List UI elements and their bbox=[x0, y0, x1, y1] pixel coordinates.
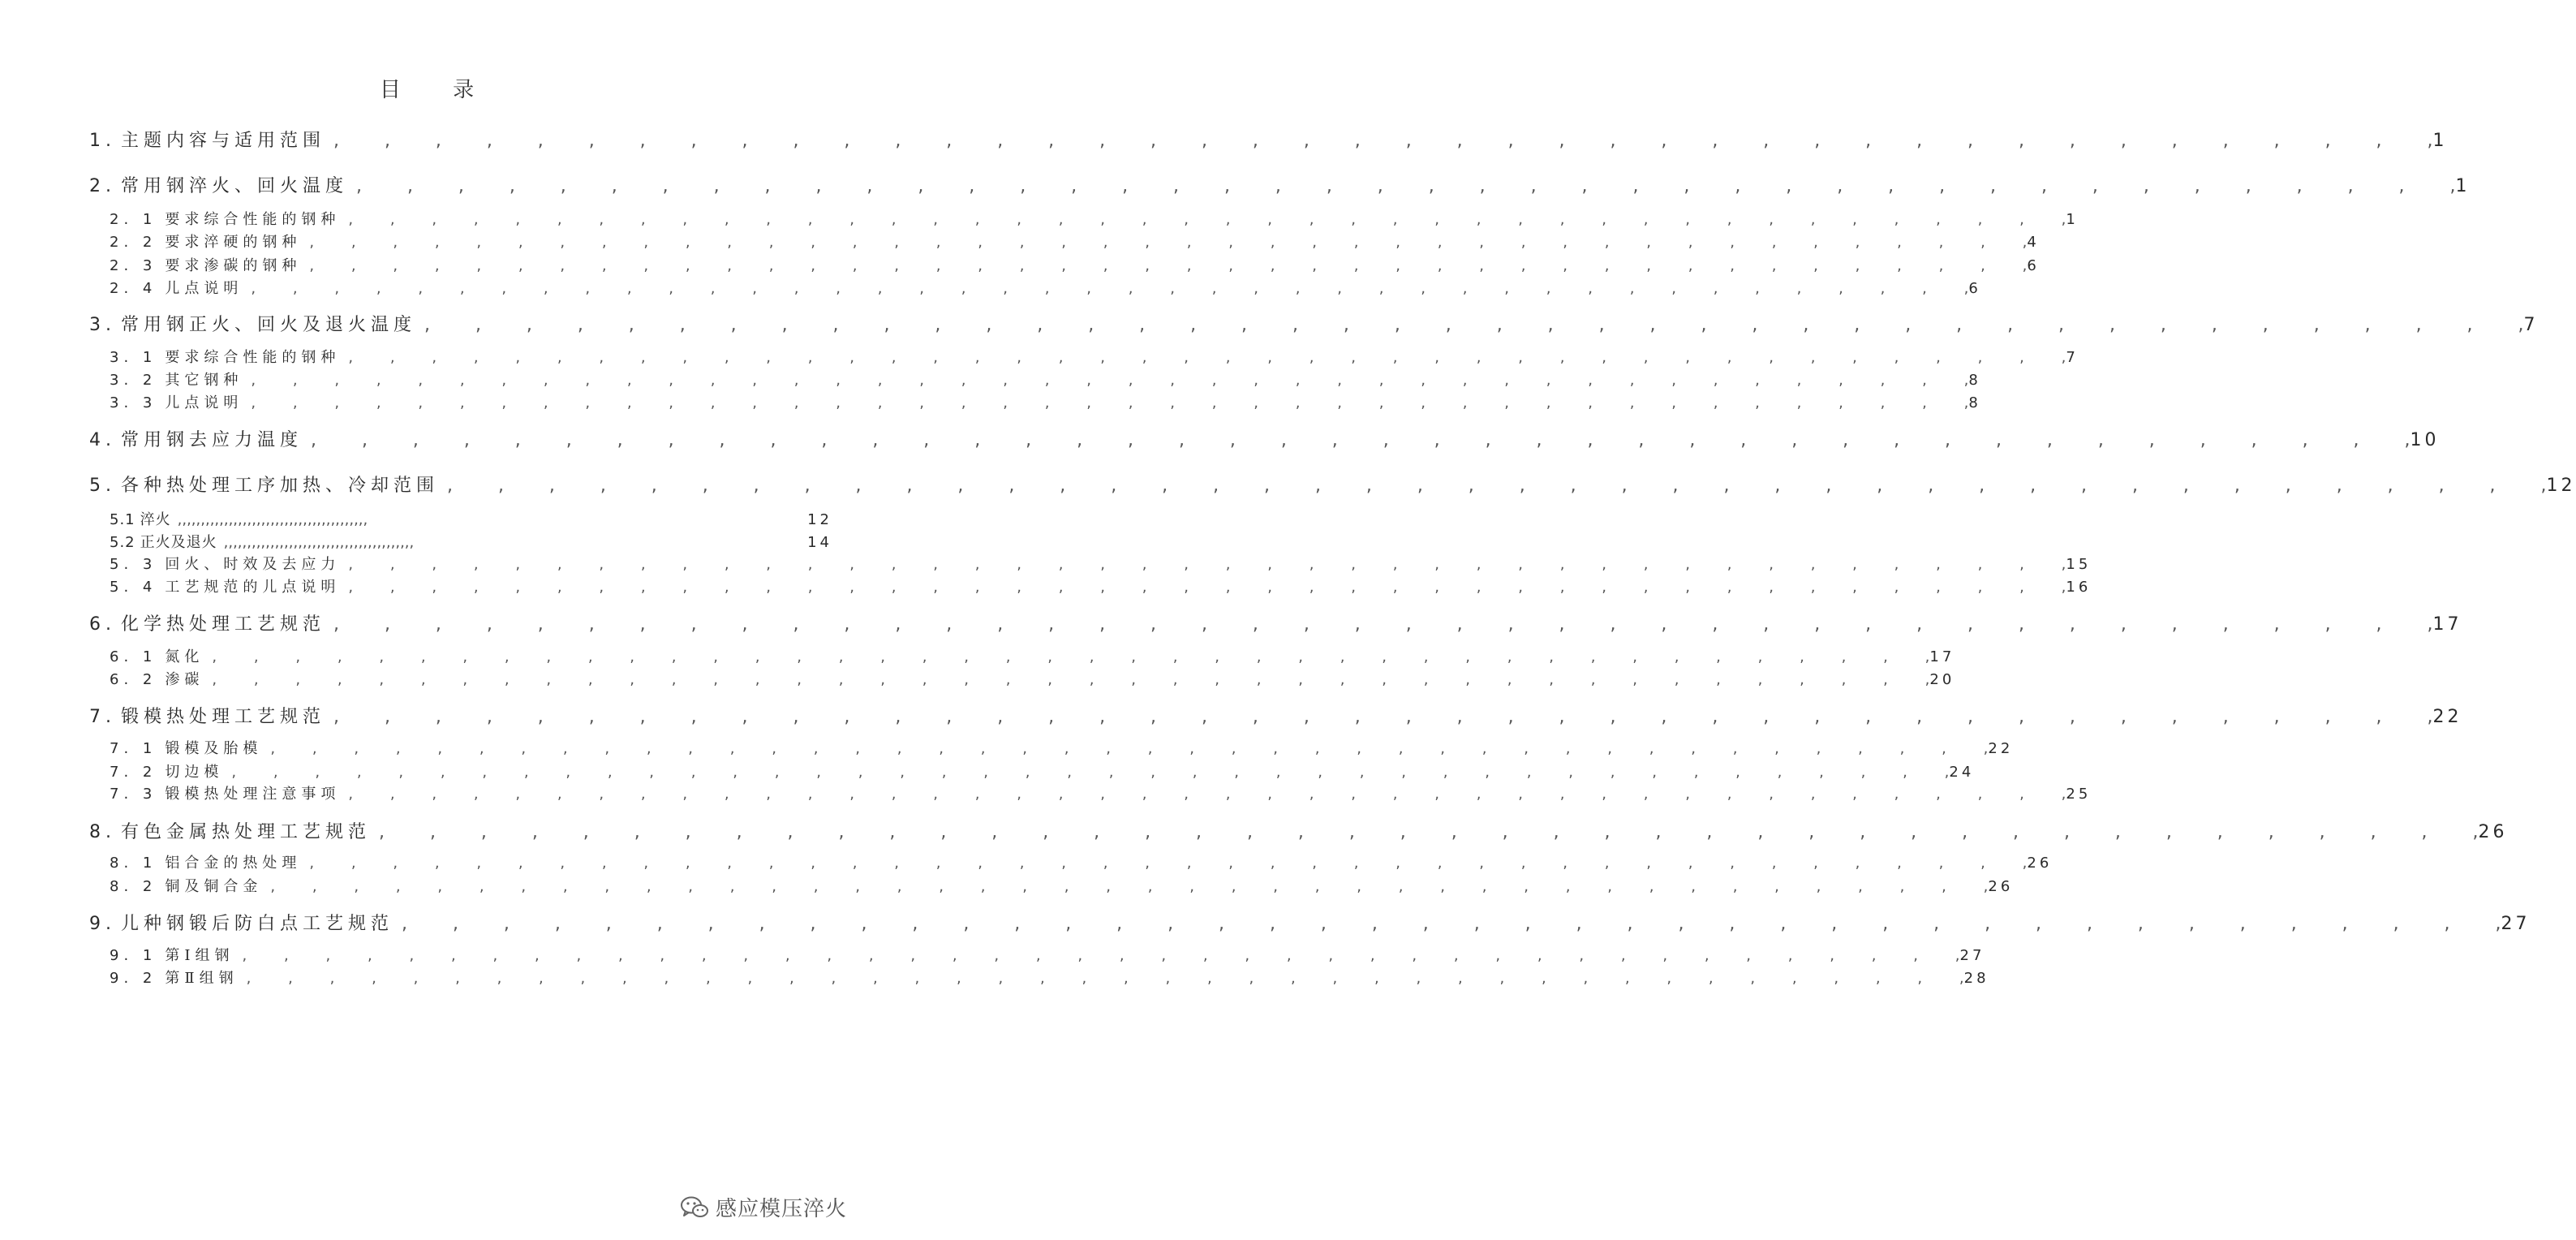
toc-entry-page: 12 bbox=[2546, 476, 2576, 496]
toc-entry-title: 铝合金的热处理 bbox=[165, 855, 302, 872]
toc-entry[interactable] bbox=[110, 760, 1975, 781]
toc-entry[interactable] bbox=[110, 230, 2040, 252]
toc-entry-number: 7. bbox=[89, 707, 116, 727]
toc-leader bbox=[243, 280, 1968, 297]
toc-leader bbox=[416, 315, 2523, 335]
toc-entry-title: 锻模热处理工艺规范 bbox=[121, 707, 326, 727]
toc-leader bbox=[340, 579, 2066, 596]
toc-entry-number: 5.2 bbox=[110, 534, 135, 551]
toc-entry-number: 2. 4 bbox=[110, 280, 157, 297]
toc-leader bbox=[325, 707, 2432, 727]
toc-entry-page: 6 bbox=[1968, 280, 1981, 297]
toc-entry-page: 20 bbox=[1929, 671, 1955, 688]
toc-entry-title: 要求渗碳的钢种 bbox=[165, 257, 302, 274]
toc-entry-page: 7 bbox=[2523, 315, 2539, 335]
toc-entry-title: 儿种钢锻后防白点工艺规范 bbox=[121, 914, 394, 934]
toc-leader bbox=[325, 614, 2432, 635]
toc-entry-page: 14 bbox=[807, 534, 832, 551]
toc-entry[interactable] bbox=[89, 818, 2508, 842]
toc-entry-page: 24 bbox=[1949, 764, 1975, 781]
toc-entry[interactable] bbox=[110, 737, 2014, 758]
toc-entry-title: 氮化 bbox=[165, 648, 204, 665]
toc-entry-title: 常用钢淬火、回火温度 bbox=[121, 176, 349, 196]
toc-leader bbox=[439, 476, 2546, 496]
toc-entry-page: 1 bbox=[2066, 211, 2079, 228]
toc-entry-number: 9. bbox=[89, 914, 116, 934]
toc-entry-page: 8 bbox=[1968, 372, 1981, 389]
toc-entry-number: 6. bbox=[89, 614, 116, 635]
toc-leader bbox=[393, 914, 2501, 934]
toc-entry-page: 6 bbox=[2027, 257, 2040, 274]
toc-entry-title: 第Ⅱ组钢 bbox=[165, 970, 239, 987]
toc-entry-title: 有色金属热处理工艺规范 bbox=[121, 822, 372, 842]
toc-entry-page: 4 bbox=[2027, 234, 2040, 251]
toc-entry-title: 要求淬硬的钢种 bbox=[165, 234, 302, 251]
toc-leader bbox=[371, 822, 2478, 842]
toc-entry[interactable] bbox=[110, 967, 1989, 988]
toc-entry-title: 回火、时效及去应力 bbox=[165, 556, 341, 573]
toc-leader bbox=[340, 349, 2066, 366]
toc-entry-page: 26 bbox=[2027, 855, 2053, 872]
toc-entry[interactable] bbox=[110, 208, 2079, 229]
toc-entry[interactable] bbox=[110, 575, 2092, 596]
toc-entry-page: 1 bbox=[2455, 176, 2471, 196]
toc-entry-page: 25 bbox=[2066, 786, 2092, 803]
toc-entry-title: 儿点说明 bbox=[165, 280, 243, 297]
toc-entry-number: 5. bbox=[89, 476, 116, 496]
toc-leader bbox=[234, 947, 1959, 964]
toc-entry-title: 常用钢去应力温度 bbox=[121, 430, 303, 450]
toc-entry-number: 7. 1 bbox=[110, 740, 157, 757]
toc-entry[interactable] bbox=[110, 531, 832, 552]
toc-entry-title: 切边模 bbox=[165, 764, 224, 781]
toc-entry-page: 1 bbox=[2432, 131, 2448, 151]
toc-entry-title: 各种热处理工序加热、冷却范围 bbox=[121, 476, 440, 496]
watermark bbox=[680, 1192, 847, 1222]
toc-entry-page: 16 bbox=[2066, 579, 2092, 596]
toc-entry-title: 常用钢正火、回火及退火温度 bbox=[121, 315, 417, 335]
toc-entry-title: 主题内容与适用范围 bbox=[121, 131, 326, 151]
toc-entry-page: 27 bbox=[2501, 914, 2531, 934]
toc-entry-title: 化学热处理工艺规范 bbox=[121, 614, 326, 635]
toc-entry[interactable] bbox=[89, 703, 2462, 727]
toc-entry-page: 27 bbox=[1959, 947, 1985, 964]
toc-entry-number: 6. 1 bbox=[110, 648, 157, 665]
toc-leader bbox=[301, 855, 2027, 872]
page-title: 目 录 bbox=[379, 78, 497, 102]
toc-entry-page: 10 bbox=[2410, 430, 2440, 450]
toc-entry[interactable] bbox=[110, 508, 832, 529]
toc-entry-title: 儿点说明 bbox=[165, 394, 243, 411]
toc-entry[interactable] bbox=[89, 172, 2471, 196]
toc-entry-page: 22 bbox=[2432, 707, 2462, 727]
toc-entry[interactable] bbox=[110, 368, 1981, 390]
toc-entry[interactable] bbox=[89, 610, 2462, 635]
toc-entry-title: 要求综合性能的钢种 bbox=[165, 211, 341, 228]
toc-entry[interactable] bbox=[110, 553, 2092, 574]
toc-entry-number: 4. bbox=[89, 430, 116, 450]
toc-entry-page: 17 bbox=[2432, 614, 2462, 635]
toc-entry-number: 8. bbox=[89, 822, 116, 842]
toc-entry-title: 锻模及胎模 bbox=[165, 740, 263, 757]
toc-entry-number: 5.1 bbox=[110, 511, 135, 528]
toc-leader bbox=[262, 740, 1988, 757]
toc-entry[interactable] bbox=[110, 851, 2053, 872]
toc-entry-title: 第Ⅰ组钢 bbox=[165, 947, 234, 964]
toc-entry[interactable] bbox=[110, 668, 1955, 689]
toc-entry-page: 22 bbox=[1988, 740, 2014, 757]
toc-entry-page: 26 bbox=[2478, 822, 2508, 842]
toc-leader bbox=[239, 970, 1964, 987]
toc-entry[interactable] bbox=[110, 645, 1955, 666]
toc-entry-number: 9. 1 bbox=[110, 947, 157, 964]
toc-entry[interactable] bbox=[110, 254, 2040, 275]
toc-leader bbox=[243, 372, 1968, 389]
toc-leader bbox=[171, 511, 389, 528]
toc-leader bbox=[340, 786, 2066, 803]
toc-entry[interactable] bbox=[110, 391, 1981, 412]
toc-leader bbox=[348, 176, 2455, 196]
toc-entry-number: 2. 2 bbox=[110, 234, 157, 251]
toc-entry-page: 26 bbox=[1988, 878, 2014, 895]
toc-entry[interactable] bbox=[110, 875, 2014, 896]
toc-entry-number: 3. 2 bbox=[110, 372, 157, 389]
toc-entry[interactable] bbox=[110, 346, 2079, 367]
toc-entry-number: 2. 3 bbox=[110, 257, 157, 274]
toc-entry[interactable] bbox=[110, 782, 2092, 803]
toc-entry[interactable] bbox=[89, 471, 2576, 496]
toc-entry-number: 9. 2 bbox=[110, 970, 157, 987]
toc-entry-number: 1. bbox=[89, 131, 116, 151]
toc-leader bbox=[204, 648, 1929, 665]
toc-leader bbox=[262, 878, 1988, 895]
toc-entry-number: 2. bbox=[89, 176, 116, 196]
wechat-icon bbox=[680, 1195, 709, 1220]
toc-leader bbox=[340, 556, 2066, 573]
toc-entry-number: 3. bbox=[89, 315, 116, 335]
toc-leader bbox=[301, 257, 2027, 274]
toc-entry-number: 8. 2 bbox=[110, 878, 157, 895]
toc-entry[interactable] bbox=[89, 311, 2539, 335]
toc-leader bbox=[204, 671, 1929, 688]
watermark-text: 感应模压淬火 bbox=[715, 1197, 847, 1221]
toc-entry-number: 5. 4 bbox=[110, 579, 157, 596]
toc-entry-number: 2. 1 bbox=[110, 211, 157, 228]
toc-leader bbox=[223, 764, 1949, 781]
toc-entry-page: 7 bbox=[2066, 349, 2079, 366]
toc-entry-number: 3. 1 bbox=[110, 349, 157, 366]
toc-entry-title: 正火及退火 bbox=[140, 534, 217, 551]
toc-entry-page: 8 bbox=[1968, 394, 1981, 411]
toc-leader bbox=[217, 534, 435, 551]
toc-leader bbox=[243, 394, 1968, 411]
toc-entry-title: 铜及铜合金 bbox=[165, 878, 263, 895]
toc-entry-title: 要求综合性能的钢种 bbox=[165, 349, 341, 366]
toc-entry-title: 淬火 bbox=[140, 511, 171, 528]
toc-entry[interactable] bbox=[89, 127, 2448, 151]
toc-entry-number: 7. 2 bbox=[110, 764, 157, 781]
toc-entry-page: 17 bbox=[1929, 648, 1955, 665]
toc-entry[interactable] bbox=[89, 910, 2531, 934]
toc-leader bbox=[340, 211, 2066, 228]
toc-leader bbox=[301, 234, 2027, 251]
toc-entry[interactable] bbox=[110, 944, 1985, 965]
toc-leader bbox=[303, 430, 2410, 450]
toc-entry-number: 7. 3 bbox=[110, 786, 157, 803]
toc-entry-title: 其它钢种 bbox=[165, 372, 243, 389]
toc-entry[interactable] bbox=[89, 426, 2440, 450]
toc-entry-page: 12 bbox=[807, 511, 832, 528]
toc-entry-title: 锻模热处理注意事项 bbox=[165, 786, 341, 803]
toc-leader bbox=[325, 131, 2432, 151]
toc-entry-title: 工艺规范的儿点说明 bbox=[165, 579, 341, 596]
toc-entry-number: 3. 3 bbox=[110, 394, 157, 411]
toc-entry[interactable] bbox=[110, 277, 1981, 298]
toc-entry-number: 6. 2 bbox=[110, 671, 157, 688]
toc-entry-title: 渗碳 bbox=[165, 671, 204, 688]
toc-entry-page: 15 bbox=[2066, 556, 2092, 573]
toc-entry-page: 28 bbox=[1963, 970, 1989, 987]
toc-entry-number: 5. 3 bbox=[110, 556, 157, 573]
toc-entry-number: 8. 1 bbox=[110, 855, 157, 872]
